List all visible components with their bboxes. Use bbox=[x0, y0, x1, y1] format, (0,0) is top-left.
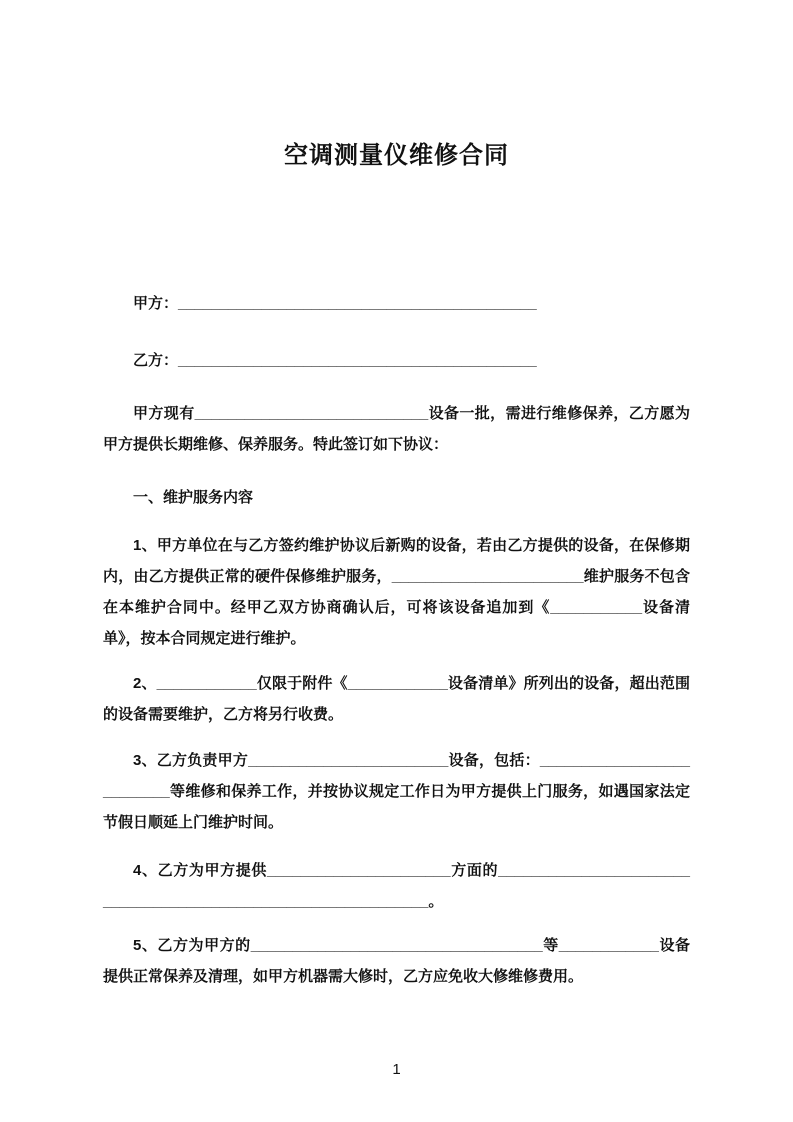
contract-item-4: 4、乙方为甲方提供______________________方面的______________________________________________________________。 bbox=[103, 862, 690, 910]
contract-item-2: 2、____________仅限于附件《____________设备清单》所列出的设备，超出范围的设备需要维护，乙方将另行收费。 bbox=[103, 675, 690, 723]
contract-item-3: 3、乙方负责甲方________________________设备，包括：__________________________等维修和保养工作，并按协议规定工作日为甲方提供上门服务，如遇国家法定节假日顺延上门维护时间。 bbox=[103, 752, 690, 831]
party-a-line: 甲方：___________________________________________ bbox=[133, 295, 537, 312]
party-b-line: 乙方：___________________________________________ bbox=[133, 352, 537, 369]
intro-paragraph: 甲方现有____________________________设备一批，需进行维修保养，乙方愿为甲方提供长期维修、保养服务。特此签订如下协议： bbox=[103, 405, 690, 453]
page-number: 1 bbox=[392, 1061, 401, 1078]
contract-item-1: 1、甲方单位在与乙方签约维护协议后新购的设备，若由乙方提供的设备，在保修期内，由乙方提供正常的硬件保修维护服务，_______________________维护服务不包含在本维护合同中。经甲乙双方协商确认后，可将该设备追加到《___________设备清单》，按本合同规定进行维护。 bbox=[103, 537, 690, 647]
section-heading: 一、维护服务内容 bbox=[133, 489, 254, 506]
contract-item-5: 5、乙方为甲方的___________________________________等____________设备提供正常保养及清理，如甲方机器需大修时，乙方应免收大修维修费用。 bbox=[103, 937, 690, 985]
document-title: 空调测量仪维修合同 bbox=[284, 142, 509, 169]
